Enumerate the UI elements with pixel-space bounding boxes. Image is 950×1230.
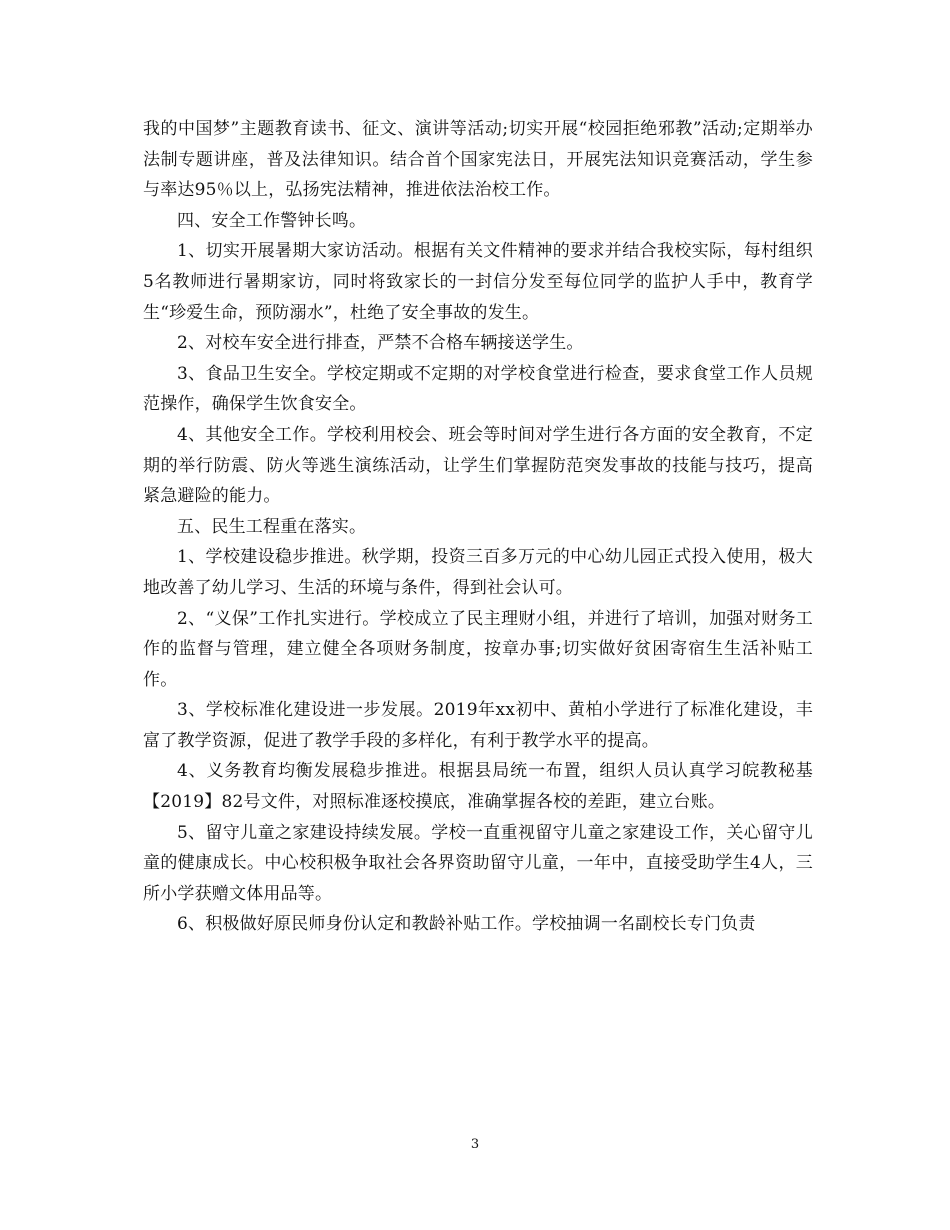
paragraph: 3、食品卫生安全。学校定期或不定期的对学校食堂进行检查，要求食堂工作人员规范操作，确保学生饮食安全。	[143, 363, 813, 415]
paragraph: 2、对校车安全进行排查，严禁不合格车辆接送学生。	[177, 333, 584, 354]
document-body	[143, 114, 813, 940]
paragraph: 2、“义保”工作扎实进行。学校成立了民主理财小组，并进行了培训，加强对财务工作的监督与管理，建立健全各项财务制度，按章办事;切实做好贫困寄宿生生活补贴工作。	[143, 608, 813, 690]
paragraph: 6、积极做好原民师身份认定和教龄补贴工作。学校抽调一名副校长专门负责	[177, 914, 756, 935]
paragraph: 1、学校建设稳步推进。秋学期，投资三百多万元的中心幼儿园正式投入使用，极大地改善了幼儿学习、生活的环境与条件，得到社会认可。	[143, 547, 813, 598]
page-number: 3	[470, 1137, 480, 1152]
paragraph: 1、切实开展暑期大家访活动。根据有关文件精神的要求并结合我校实际，每村组织5名教师进行暑期家访，同时将致家长的一封信分发至每位同学的监护人手中，教育学生“珍爱生命，预防溺水”，杜绝了安全事故的发生。	[143, 241, 813, 323]
paragraph: 5、留守儿童之家建设持续发展。学校一直重视留守儿童之家建设工作，关心留守儿童的健康成长。中心校积极争取社会各界资助留守儿童，一年中，直接受助学生4人，三所小学获赠文体用品等。	[143, 822, 813, 904]
section-heading: 四、安全工作警钟长鸣。	[177, 210, 367, 231]
paragraph: 我的中国梦”主题教育读书、征文、演讲等活动;切实开展“校园拒绝邪教”活动;定期举办法制专题讲座，普及法律知识。结合首个国家宪法日，开展宪法知识竞赛活动，学生参与率达95％以上，弘扬宪法精神，推进依法治校工作。	[143, 119, 813, 201]
section-heading: 五、民生工程重在落实。	[177, 516, 367, 537]
paragraph: 4、义务教育均衡发展稳步推进。根据县局统一布置，组织人员认真学习皖教秘基【2019】82号文件，对照标准逐校摸底，准确掌握各校的差距，建立台账。	[143, 761, 813, 813]
paragraph: 4、其他安全工作。学校利用校会、班会等时间对学生进行各方面的安全教育，不定期的举行防震、防火等逃生演练活动，让学生们掌握防范突发事故的技能与技巧，提高紧急避险的能力。	[143, 424, 813, 507]
paragraph: 3、学校标准化建设进一步发展。2019年xx初中、黄柏小学进行了标准化建设，丰富了教学资源，促进了教学手段的多样化，有利于教学水平的提高。	[143, 700, 813, 751]
